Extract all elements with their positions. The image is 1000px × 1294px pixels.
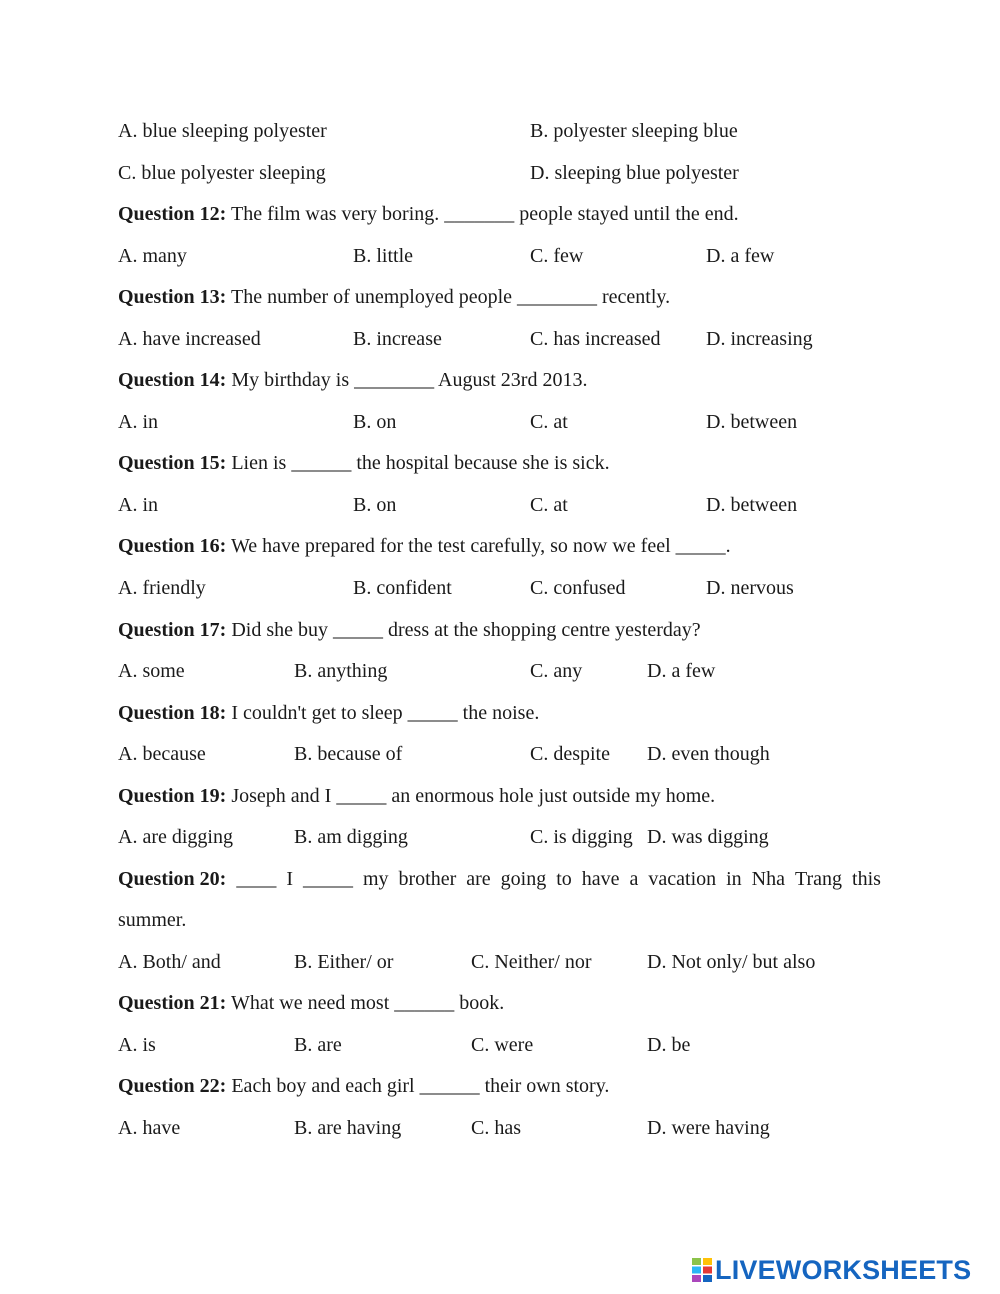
question-22 xyxy=(118,1074,609,1098)
question-text: The number of unemployed people ________ recently. xyxy=(226,286,671,308)
question-label: Question 18: xyxy=(118,702,227,724)
question-text: My birthday is ________ August 23rd 2013. xyxy=(226,369,588,391)
question-13 xyxy=(118,285,670,309)
q11-option-d[interactable]: D. sleeping blue polyester xyxy=(530,162,739,184)
question-text: Each boy and each girl ______ their own story. xyxy=(226,1075,610,1097)
q15-option-a[interactable]: A. in xyxy=(118,494,158,516)
q21-option-a[interactable]: A. is xyxy=(118,1034,156,1056)
q21-option-b[interactable]: B. are xyxy=(294,1034,342,1056)
question-word: to xyxy=(556,868,572,890)
question-text: The film was very boring. _______ people stayed until the end. xyxy=(226,203,739,225)
q21-option-c[interactable]: C. were xyxy=(471,1034,534,1056)
q17-option-d[interactable]: D. a few xyxy=(647,660,716,682)
question-14 xyxy=(118,368,587,392)
question-label: Question 20: xyxy=(118,868,227,890)
question-label: Question 13: xyxy=(118,286,227,308)
question-text: We have prepared for the test carefully, so now we feel _____. xyxy=(226,535,731,557)
question-16 xyxy=(118,534,731,558)
q19-option-d[interactable]: D. was digging xyxy=(647,826,769,848)
q12-option-d[interactable]: D. a few xyxy=(706,245,775,267)
q13-option-b[interactable]: B. increase xyxy=(353,328,442,350)
q12-option-a[interactable]: A. many xyxy=(118,245,187,267)
q12-option-b[interactable]: B. little xyxy=(353,245,413,267)
q15-option-c[interactable]: C. at xyxy=(530,494,568,516)
q16-option-d[interactable]: D. nervous xyxy=(706,577,794,599)
question-word: in xyxy=(726,868,742,890)
question-word: are xyxy=(466,868,491,890)
q17-option-b[interactable]: B. anything xyxy=(294,660,388,682)
q20-option-b[interactable]: B. Either/ or xyxy=(294,951,394,973)
question-word: I xyxy=(286,868,293,890)
liveworksheets-logo[interactable] xyxy=(692,1256,971,1284)
question-17 xyxy=(118,618,701,642)
q16-option-b[interactable]: B. confident xyxy=(353,577,452,599)
q12-option-c[interactable]: C. few xyxy=(530,245,584,267)
question-word: my xyxy=(362,868,389,890)
question-12 xyxy=(118,202,739,226)
q13-option-c[interactable]: C. has increased xyxy=(530,328,661,350)
q13-option-a[interactable]: A. have increased xyxy=(118,328,261,350)
q14-option-b[interactable]: B. on xyxy=(353,411,397,433)
q14-option-d[interactable]: D. between xyxy=(706,411,798,433)
question-word: brother xyxy=(398,868,457,890)
question-text: What we need most ______ book. xyxy=(226,992,505,1014)
question-word: Nha xyxy=(751,868,785,890)
q13-option-d[interactable]: D. increasing xyxy=(706,328,813,350)
q22-option-c[interactable]: C. has xyxy=(471,1117,521,1139)
question-word: going xyxy=(500,868,547,890)
q22-option-a[interactable]: A. have xyxy=(118,1117,181,1139)
question-label: Question 16: xyxy=(118,535,227,557)
q14-option-a[interactable]: A. in xyxy=(118,411,158,433)
question-text: Did she buy _____ dress at the shopping centre yesterday? xyxy=(226,619,701,641)
q18-option-b[interactable]: B. because of xyxy=(294,743,403,765)
q22-option-b[interactable]: B. are having xyxy=(294,1117,402,1139)
question-label: Question 22: xyxy=(118,1075,227,1097)
question-word: vacation xyxy=(648,868,717,890)
q19-option-b[interactable]: B. am digging xyxy=(294,826,408,848)
question-text: Joseph and I _____ an enormous hole just outside my home. xyxy=(226,785,716,807)
q14-option-c[interactable]: C. at xyxy=(530,411,568,433)
liveworksheets-logo-icon xyxy=(692,1258,712,1282)
question-18 xyxy=(118,701,539,725)
q15-option-d[interactable]: D. between xyxy=(706,494,798,516)
q19-option-a[interactable]: A. are digging xyxy=(118,826,233,848)
q11-option-b[interactable]: B. polyester sleeping blue xyxy=(530,120,738,142)
q16-option-a[interactable]: A. friendly xyxy=(118,577,206,599)
q20-option-d[interactable]: D. Not only/ but also xyxy=(647,951,816,973)
q11-option-a[interactable]: A. blue sleeping polyester xyxy=(118,120,327,142)
q18-option-d[interactable]: D. even though xyxy=(647,743,770,765)
q20-option-a[interactable]: A. Both/ and xyxy=(118,951,221,973)
question-word: ____ xyxy=(236,868,277,890)
question-20 xyxy=(118,867,881,891)
question-text: Lien is ______ the hospital because she is sick. xyxy=(226,452,610,474)
question-label: Question 21: xyxy=(118,992,227,1014)
q19-option-c[interactable]: C. is digging xyxy=(530,826,633,848)
q16-option-c[interactable]: C. confused xyxy=(530,577,626,599)
question-word: have xyxy=(581,868,620,890)
question-label: Question 12: xyxy=(118,203,227,225)
question-19 xyxy=(118,784,715,808)
question-label: Question 19: xyxy=(118,785,227,807)
question-word: a xyxy=(629,868,639,890)
q15-option-b[interactable]: B. on xyxy=(353,494,397,516)
question-label: Question 14: xyxy=(118,369,227,391)
question-15 xyxy=(118,451,610,475)
question-word: _____ xyxy=(302,868,353,890)
question-text: I couldn't get to sleep _____ the noise. xyxy=(226,702,540,724)
question-20-continuation: summer. xyxy=(118,909,187,931)
question-label: Question 17: xyxy=(118,619,227,641)
liveworksheets-logo-text: LIVEWORKSHEETS xyxy=(715,1254,972,1285)
question-21 xyxy=(118,991,504,1015)
question-word: this xyxy=(852,868,881,890)
question-label: Question 15: xyxy=(118,452,227,474)
question-word: Trang xyxy=(794,868,843,890)
q21-option-d[interactable]: D. be xyxy=(647,1034,691,1056)
q11-option-c[interactable]: C. blue polyester sleeping xyxy=(118,162,326,184)
q17-option-c[interactable]: C. any xyxy=(530,660,583,682)
q20-option-c[interactable]: C. Neither/ nor xyxy=(471,951,592,973)
q22-option-d[interactable]: D. were having xyxy=(647,1117,770,1139)
q17-option-a[interactable]: A. some xyxy=(118,660,185,682)
q18-option-c[interactable]: C. despite xyxy=(530,743,610,765)
q18-option-a[interactable]: A. because xyxy=(118,743,206,765)
